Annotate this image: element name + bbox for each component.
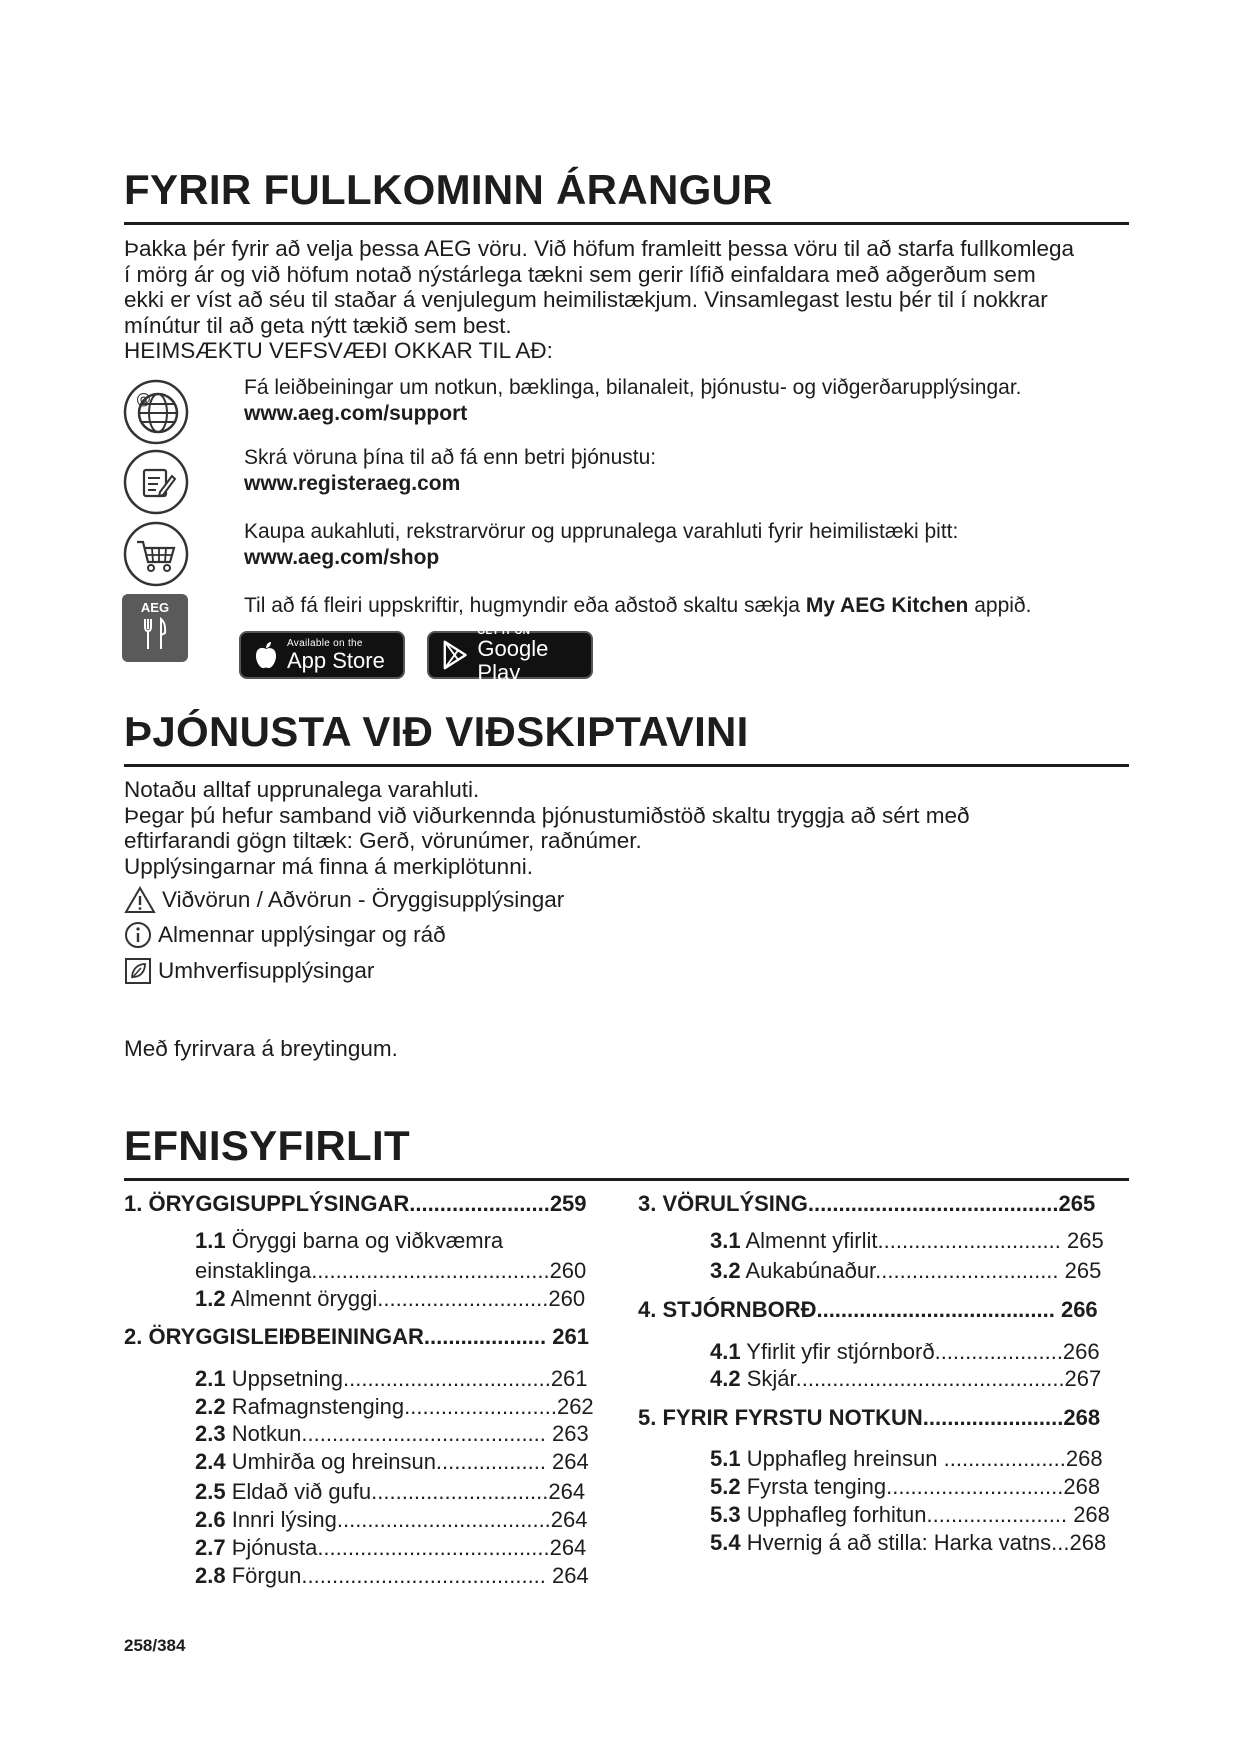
- toc-entry-2-2[interactable]: [195, 1394, 594, 1420]
- toc-entry-text: Skjár............................................267: [740, 1366, 1102, 1391]
- service-register-text: Skrá vöruna þína til að fá enn betri þjónustu:: [244, 446, 657, 469]
- app-text-after: appið.: [968, 594, 1032, 617]
- toc-entry-number: 5.3: [710, 1502, 741, 1527]
- service-line: Upplýsingarnar má finna á merkiplötunni.: [124, 853, 533, 879]
- toc-entry-number: 2.2: [195, 1394, 226, 1419]
- service-shop-text: Kaupa aukahluti, rekstrarvörur og upprunalega varahluti fyrir heimilistæki þitt:: [244, 520, 959, 543]
- toc-entry-text: Innri lýsing...................................264: [225, 1507, 588, 1532]
- toc-entry-1-1-cont[interactable]: [195, 1258, 586, 1284]
- app-name: My AEG Kitchen: [805, 594, 969, 617]
- toc-title: EFNISYFIRLIT: [124, 1122, 1129, 1181]
- aeg-kitchen-app-icon: [122, 594, 188, 662]
- google-play-icon: [441, 639, 469, 671]
- toc-entry-3-1[interactable]: [710, 1228, 1104, 1254]
- toc-entry-text: Almennt öryggi............................260: [225, 1286, 586, 1311]
- app-promo-text: [244, 593, 1031, 619]
- register-icon: [122, 448, 190, 516]
- toc-entry-text: Uppsetning..................................261: [225, 1366, 588, 1391]
- warning-icon: [124, 886, 156, 914]
- toc-chapter-5[interactable]: 5. FYRIR FYRSTU NOTKUN.......................268: [638, 1405, 1101, 1430]
- toc-entry-text: Yfirlit yfir stjórnborð.....................266: [740, 1339, 1100, 1364]
- support-link[interactable]: www.aeg.com/support: [244, 402, 468, 425]
- toc-entry-text: Þjónusta......................................264: [225, 1535, 587, 1560]
- register-link[interactable]: www.registeraeg.com: [244, 472, 461, 495]
- app-store-big: App Store: [287, 647, 385, 673]
- app-store-button[interactable]: [239, 631, 405, 679]
- customer-service-paragraph: [124, 777, 1134, 879]
- google-play-big: Google Play: [477, 635, 549, 685]
- toc-entry-3-2[interactable]: [710, 1258, 1101, 1284]
- section-title-customer-service: ÞJÓNUSTA VIÐ VIÐSKIPTAVINI: [124, 708, 1129, 767]
- app-icon-label: AEG: [140, 600, 170, 615]
- toc-entry-text: Eldað við gufu.............................264: [225, 1479, 586, 1504]
- toc-entry-text: Almennt yfirlit.............................. 265: [740, 1228, 1104, 1253]
- intro-line: ekki er víst að séu til staðar á venjulegum heimilistækjum. Vinsamlegast lestu þér til í nokkrar: [124, 287, 1048, 312]
- toc-entry-text: Umhirða og hreinsun.................. 264: [225, 1449, 589, 1474]
- toc-entry-2-8[interactable]: [195, 1563, 589, 1589]
- toc-chapter-4[interactable]: 4. STJÓRNBORÐ....................................... 266: [638, 1297, 1098, 1322]
- intro-paragraph: [124, 236, 1134, 364]
- intro-line: mínútur til að geta nýtt tækið sem best.: [124, 312, 512, 338]
- toc-entry-number: 1.1: [195, 1228, 226, 1253]
- info-icon: [124, 921, 152, 949]
- toc-entry-5-4[interactable]: [710, 1530, 1106, 1556]
- legend-info-text: Almennar upplýsingar og ráð: [158, 922, 446, 947]
- toc-entry-1-1[interactable]: [195, 1228, 503, 1254]
- legend-environment-text: Umhverfisupplýsingar: [158, 958, 375, 983]
- toc-entry-number: 2.6: [195, 1507, 226, 1532]
- service-support-text: Fá leiðbeiningar um notkun, bæklinga, bilanaleit, þjónustu- og viðgerðarupplýsingar.: [244, 376, 1022, 399]
- service-register: [244, 445, 656, 497]
- service-line: eftirfarandi gögn tiltæk: Gerð, vörunúmer, raðnúmer.: [124, 828, 642, 853]
- toc-entry-number: 4.2: [710, 1366, 741, 1391]
- cutlery-icon: [140, 617, 170, 651]
- toc-entry-2-7[interactable]: [195, 1535, 586, 1561]
- toc-entry-5-2[interactable]: [710, 1474, 1100, 1500]
- toc-entry-number: 3.2: [710, 1258, 741, 1283]
- toc-entry-2-1[interactable]: [195, 1366, 588, 1392]
- google-play-button[interactable]: [427, 625, 593, 685]
- environment-icon: [124, 957, 152, 985]
- toc-entry-5-3[interactable]: [710, 1502, 1110, 1528]
- service-line: Þegar þú hefur samband við viðurkennda þjónustumiðstöð skaltu tryggja að sért með: [124, 802, 970, 828]
- toc-entry-number: 1.2: [195, 1286, 226, 1311]
- legend-environment: [124, 957, 374, 985]
- toc-chapter-1[interactable]: 1. ÖRYGGISUPPLÝSINGAR.......................259: [124, 1191, 587, 1216]
- legend-info: [124, 921, 446, 949]
- svg-text:@: @: [136, 390, 151, 408]
- apple-icon: [253, 640, 279, 670]
- toc-entry-number: 4.1: [710, 1339, 741, 1364]
- toc-entry-text: Notkun........................................ 263: [225, 1421, 589, 1446]
- toc-entry-number: 2.4: [195, 1449, 226, 1474]
- service-shop: [244, 519, 958, 571]
- toc-entry-5-1[interactable]: [710, 1446, 1103, 1472]
- toc-entry-number: 5.4: [710, 1530, 741, 1555]
- toc-entry-text: Aukabúnaður.............................. 265: [740, 1258, 1102, 1283]
- toc-entry-text: Hvernig á að stilla: Harka vatns...268: [740, 1530, 1107, 1555]
- toc-entry-text: Fyrsta tenging.............................268: [740, 1474, 1101, 1499]
- toc-entry-number: 2.5: [195, 1479, 226, 1504]
- legend-warning-text: Viðvörun / Aðvörun - Öryggisupplýsingar: [162, 887, 565, 912]
- visit-heading: HEIMSÆKTU VEFSVÆÐI OKKAR TIL AÐ:: [124, 338, 553, 363]
- toc-entry-2-4[interactable]: [195, 1449, 589, 1475]
- toc-entry-number: 2.8: [195, 1563, 226, 1588]
- legend-warning: [124, 886, 564, 914]
- toc-entry-text: Upphafleg forhitun....................... 268: [740, 1502, 1110, 1527]
- intro-line: í mörg ár og við höfum notað nýstárlega tækni sem gerir lífið einfaldara með aðgerðum sem: [124, 261, 1036, 287]
- toc-entry-2-3[interactable]: [195, 1421, 589, 1447]
- section-title-perfect-results: FYRIR FULLKOMINN ÁRANGUR: [124, 166, 1129, 225]
- intro-line: Þakka þér fyrir að velja þessa AEG vöru. Við höfum framleitt þessa vöru til að starfa fullkomlega: [124, 236, 1075, 261]
- toc-entry-1-2[interactable]: [195, 1286, 585, 1312]
- toc-chapter-2[interactable]: 2. ÖRYGGISLEIÐBEININGAR.................... 261: [124, 1324, 589, 1349]
- service-support: [244, 375, 1021, 427]
- app-store-small: Available on the: [287, 637, 363, 649]
- toc-entry-4-2[interactable]: [710, 1366, 1101, 1392]
- app-text-before: Til að fá fleiri uppskriftir, hugmyndir eða aðstoð skaltu sækja: [244, 594, 806, 617]
- globe-icon: [122, 378, 190, 446]
- toc-entry-2-5[interactable]: [195, 1479, 585, 1505]
- page-number: 258/384: [124, 1636, 186, 1655]
- toc-entry-text: Rafmagnstenging.........................262: [225, 1394, 594, 1419]
- google-play-small: GET IT ON: [477, 625, 531, 637]
- shop-link[interactable]: www.aeg.com/shop: [244, 546, 440, 569]
- disclaimer: Með fyrirvara á breytingum.: [124, 1036, 398, 1061]
- toc-entry-text: Förgun........................................ 264: [225, 1563, 589, 1588]
- toc-entry-number: 5.2: [710, 1474, 741, 1499]
- toc-chapter-3[interactable]: 3. VÖRULÝSING.........................................265: [638, 1191, 1096, 1216]
- toc-entry-text: Öryggi barna og viðkvæmra: [225, 1228, 504, 1253]
- toc-entry-number: 2.7: [195, 1535, 226, 1560]
- toc-entry-2-6[interactable]: [195, 1507, 588, 1533]
- service-line: Notaðu alltaf upprunalega varahluti.: [124, 777, 480, 802]
- toc-entry-number: 2.1: [195, 1366, 226, 1391]
- toc-entry-text: Upphafleg hreinsun ....................268: [740, 1446, 1103, 1471]
- toc-entry-number: 3.1: [710, 1228, 741, 1253]
- toc-entry-number: 5.1: [710, 1446, 741, 1471]
- toc-entry-number: 2.3: [195, 1421, 226, 1446]
- shopping-cart-icon: [122, 520, 190, 588]
- toc-entry-4-1[interactable]: [710, 1339, 1100, 1365]
- toc-entry-text: einstaklinga.......................................260: [195, 1258, 587, 1283]
